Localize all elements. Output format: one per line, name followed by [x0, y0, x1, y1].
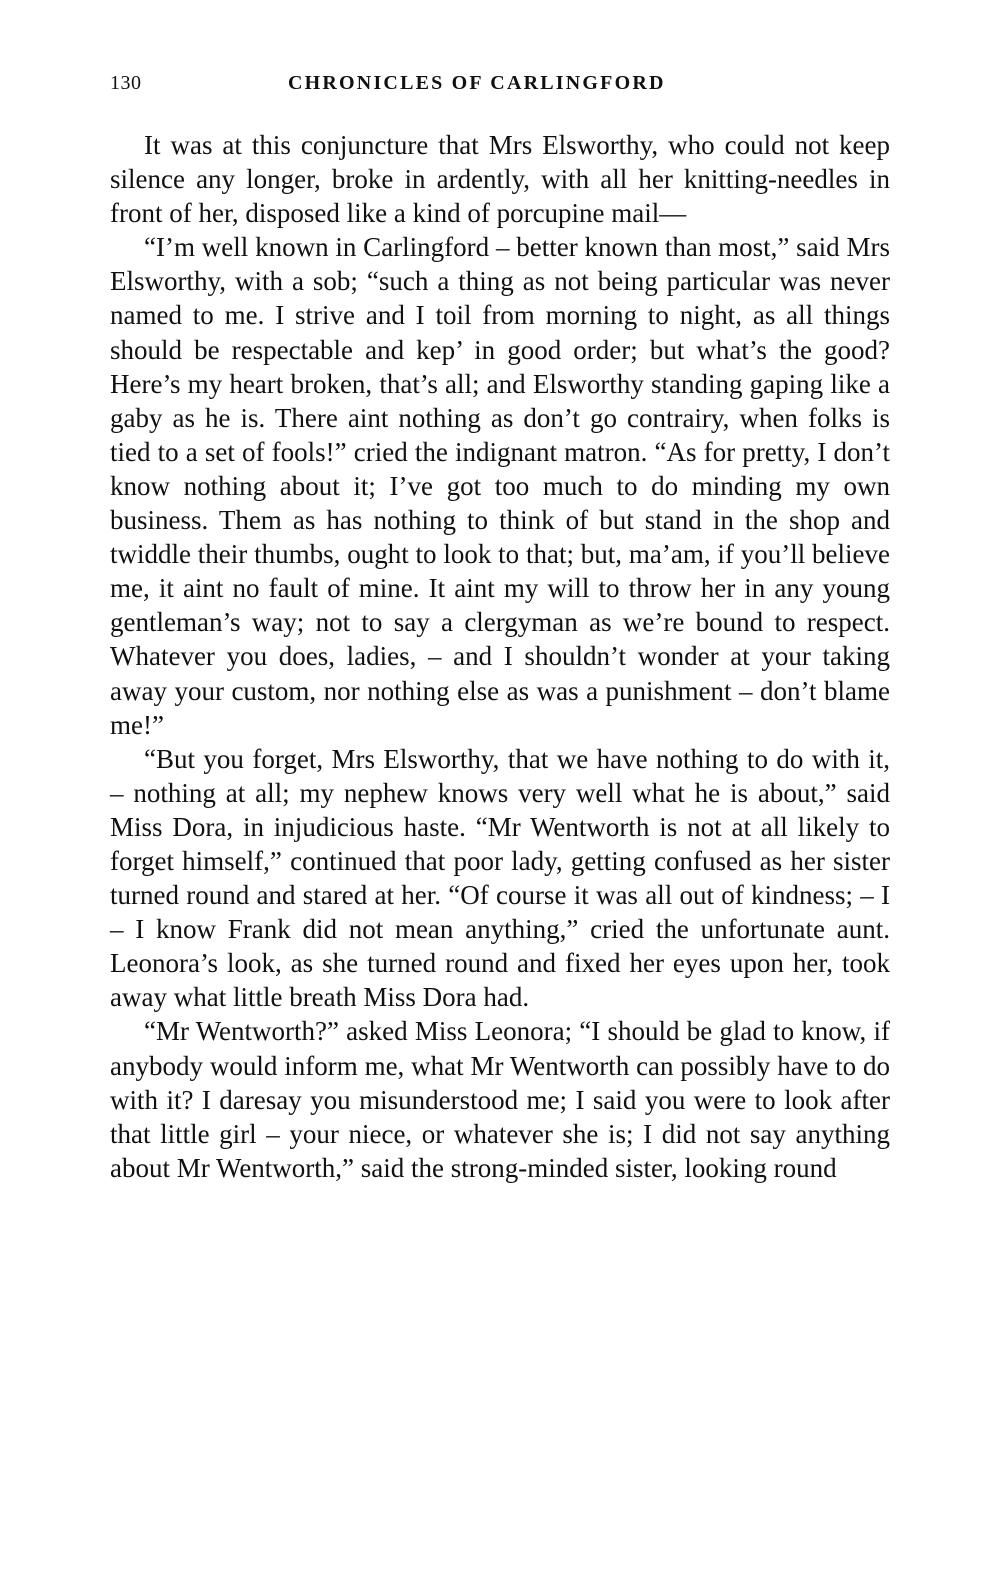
paragraph: It was at this conjuncture that Mrs Elsworthy, who could not keep silence any longer, broke in ardently, with all her knitting-needles in front of her, disposed like a kind of porcupine mail— — [110, 130, 890, 229]
paragraph: “But you forget, Mrs Elsworthy, that we have nothing to do with it, – nothing at all; my nephew knows very well what he is about,” said Miss Dora, in injudicious haste. “Mr Wentworth is not at all likely to forget himself,” continued that poor lady, getting confused as her sister turned round and stared at her. “Of course it was all out of kindness; – I – I know Frank did not mean anything,” cried the unfortunate aunt. Leonora’s look, as she turned round and fixed her eyes upon her, took away what little breath Miss Dora had. — [110, 743, 890, 1013]
page-header — [110, 72, 890, 100]
paragraph: “I’m well known in Carlingford – better known than most,” said Mrs Elsworthy, with a sob; “such a thing as not being particular was never named to me. I strive and I toil from morning to night, as all things should be respectable and kep’ in good order; but what’s the good? Here’s my heart broken, that’s all; and Elsworthy standing gaping like a gaby as he is. There aint nothing as don’t go contrairy, when folks is tied to a set of fools!” cried the indignant matron. “As for pretty, I don’t know nothing about it; I’ve got too much to do minding my own business. Them as has nothing to think of but stand in the shop and twiddle their thumbs, ought to look to that; but, ma’am, if you’ll believe me, it aint no fault of mine. It aint my will to throw her in any young gentleman’s way; not to say a clergyman as we’re bound to respect. Whatever you does, ladies, – and I shouldn’t wonder at your taking away your custom, nor nothing else as was a punishment – don’t blame me!” — [110, 232, 890, 740]
body-text — [110, 128, 890, 1185]
page-number: 130 — [110, 72, 142, 94]
running-head: CHRONICLES OF CARLINGFORD — [288, 72, 666, 94]
paragraph: “Mr Wentworth?” asked Miss Leonora; “I should be glad to know, if anybody would inform me, what Mr Wentworth can possibly have to do with it? I daresay you misunderstood me; I said you were to look after that little girl – your niece, or whatever she is; I did not say anything about Mr Wentworth,” said the strong-minded sister, looking round — [110, 1016, 890, 1183]
